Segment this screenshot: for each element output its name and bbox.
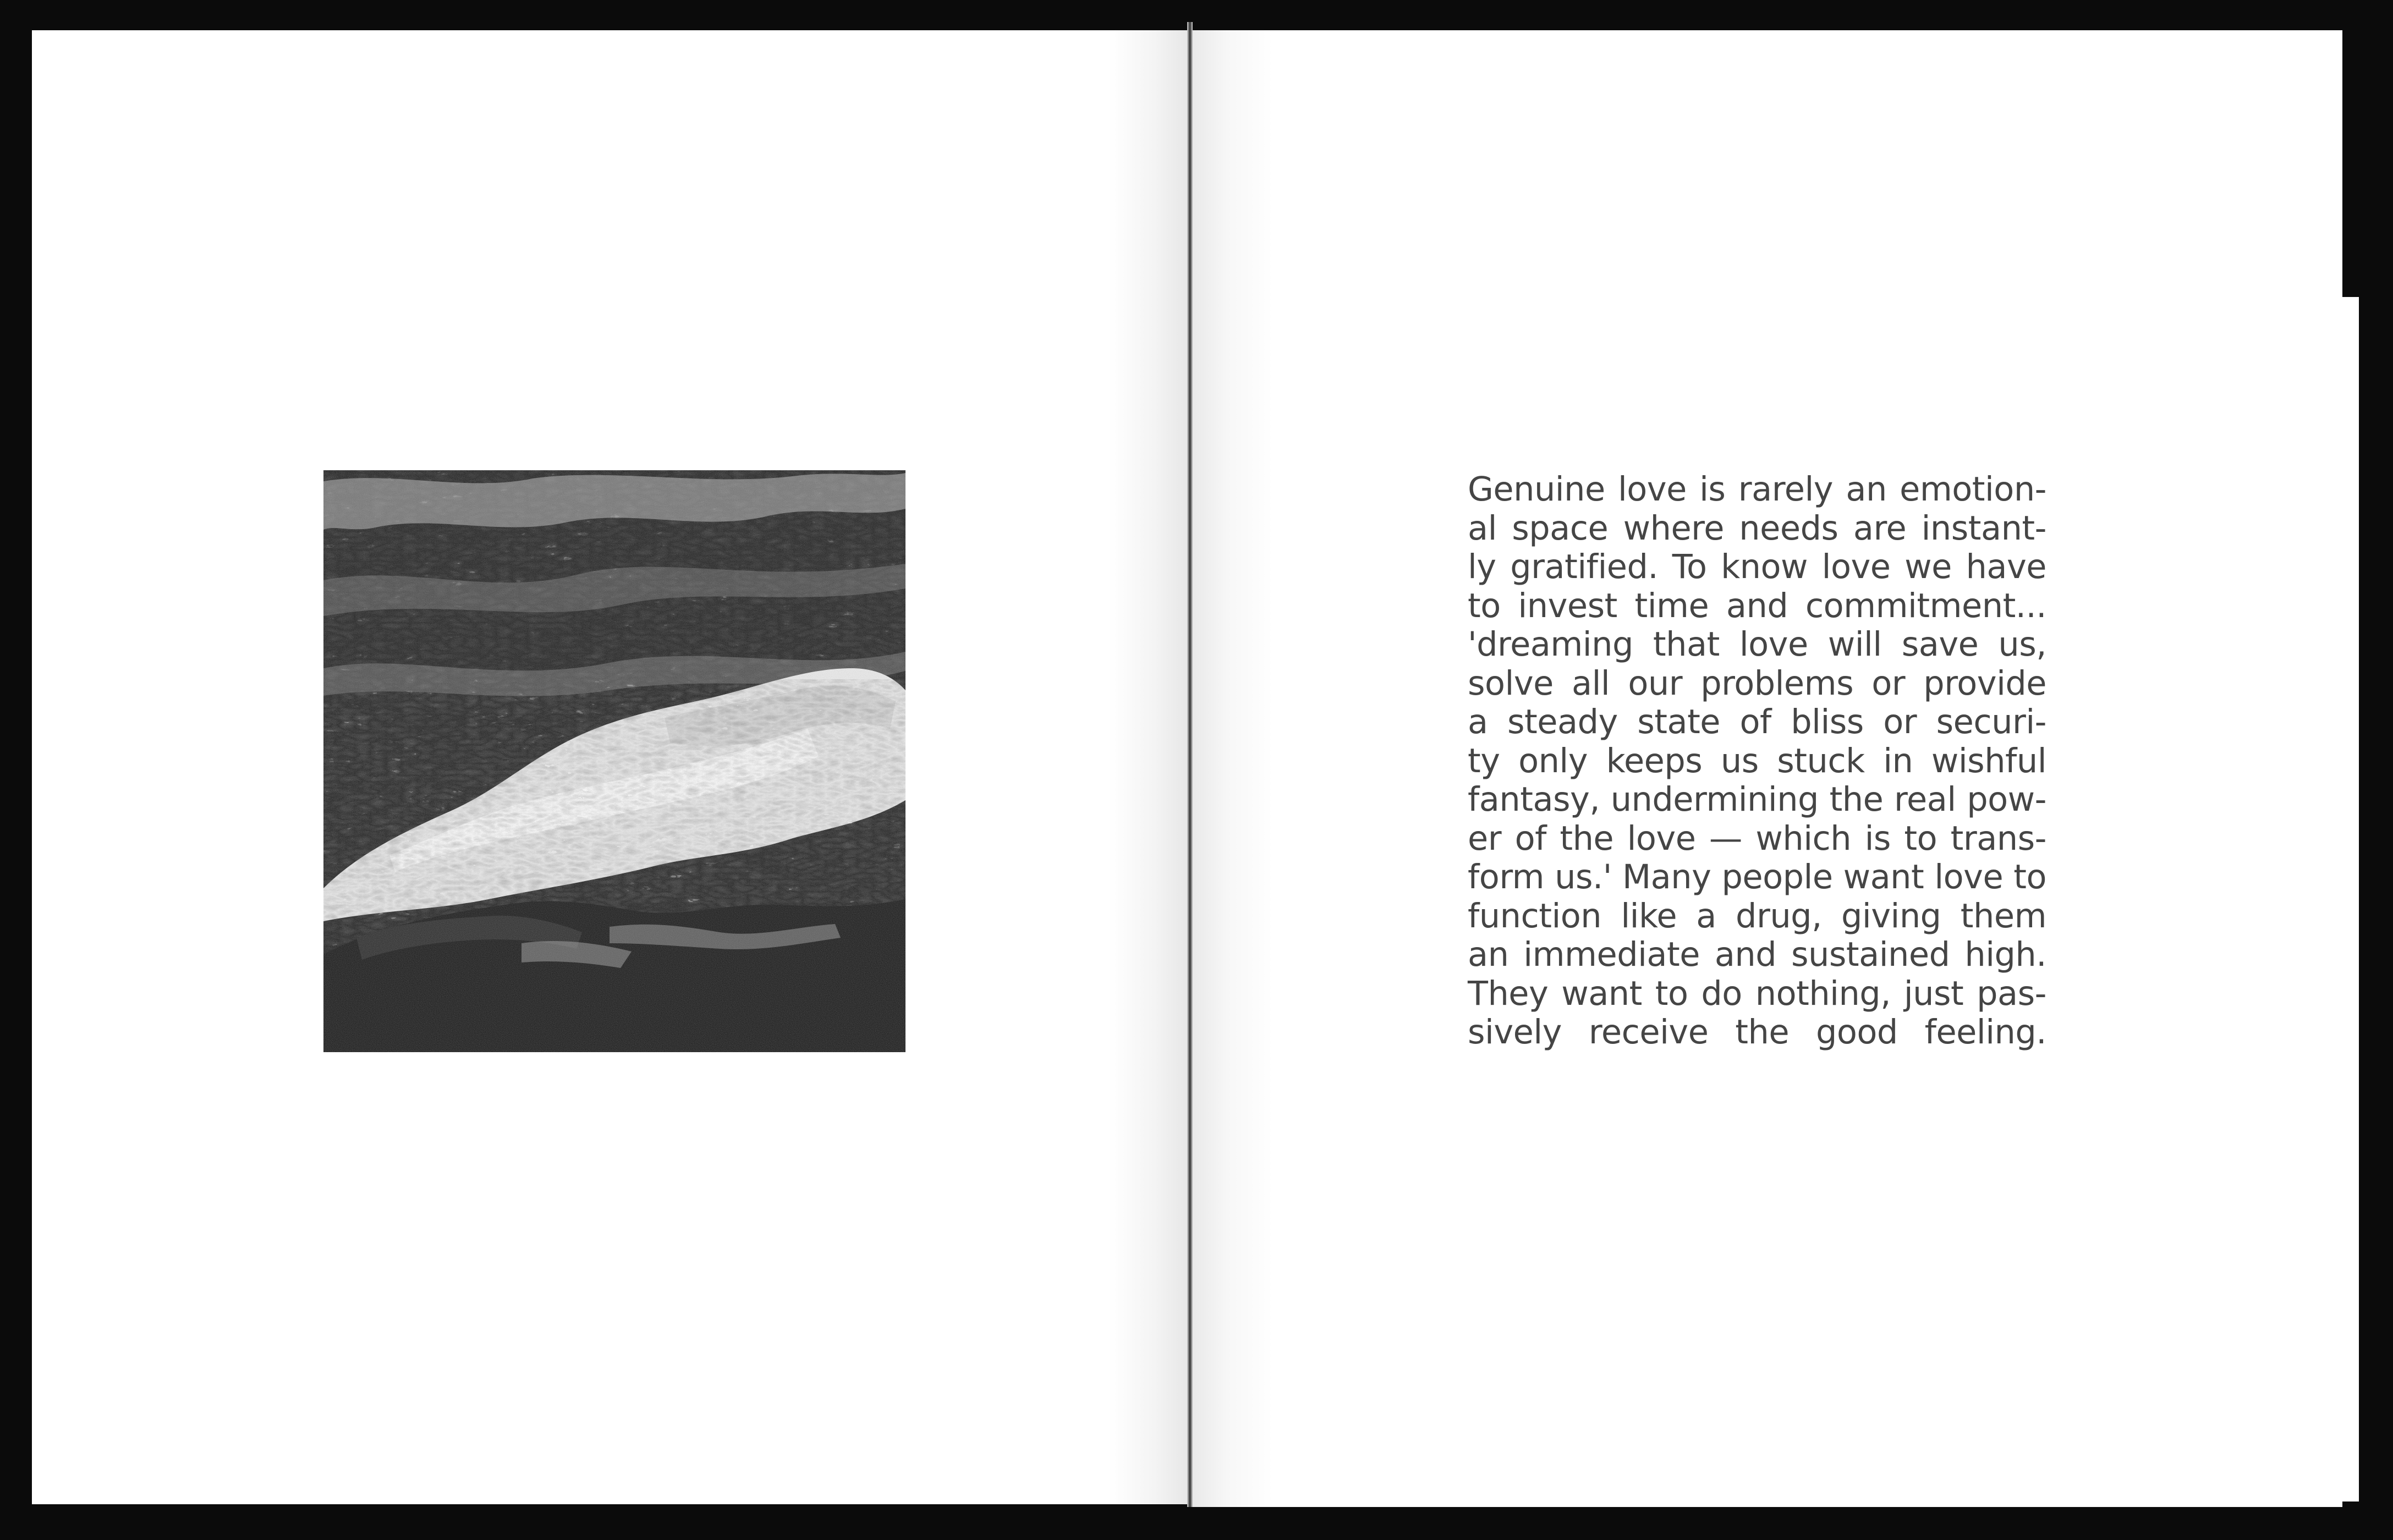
quote-line: al space where needs are instant- [1468,509,2046,548]
quote-line: fantasy, undermining the real pow- [1468,780,2046,819]
ocean-waves-photo [323,470,905,1052]
quote-line: function like a drug, giving them [1468,897,2046,936]
quote-line: to invest time and commitment... [1468,586,2046,625]
quote-line: solve all our problems or provide [1468,664,2046,703]
quote-line: 'dreaming that love will save us, [1468,625,2046,664]
quote-line: a steady state of bliss or securi- [1468,703,2046,741]
quote-line: an immediate and sustained high. [1468,936,2046,974]
quote-line: sively receive the good feeling. [1468,1013,2046,1052]
quote-paragraph [1468,470,2046,1052]
quote-line: form us.' Many people want love to [1468,858,2046,897]
ocean-waves-graphic [323,470,905,1052]
quote-line: ly gratified. To know love we have [1468,548,2046,586]
book-gutter [1187,22,1193,1507]
quote-line: They want to do nothing, just pas- [1468,974,2046,1013]
quote-line: er of the love — which is to trans- [1468,819,2046,858]
quote-line: ty only keeps us stuck in wishful [1468,741,2046,780]
right-page-edge [2342,297,2359,1502]
quote-line: Genuine love is rarely an emotion- [1468,470,2046,509]
